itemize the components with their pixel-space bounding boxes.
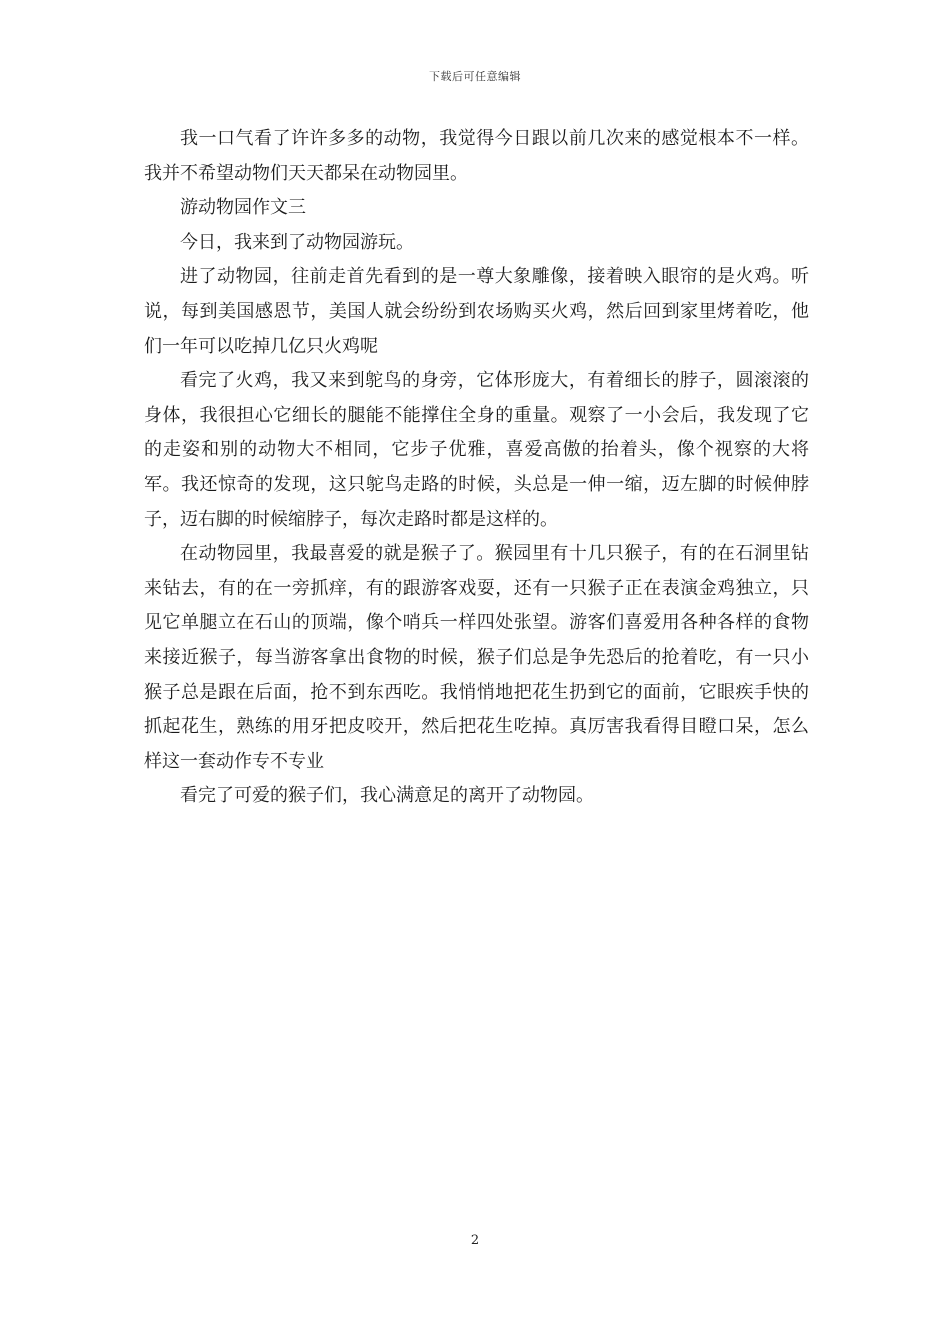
paragraph: 进了动物园，往前走首先看到的是一尊大象雕像，接着映入眼帘的是火鸡。听说，每到美国感恩节，美国人就会纷纷到农场购买火鸡，然后回到家里烤着吃，他们一年可以吃掉几亿只火鸡呢 [144, 266, 809, 357]
paragraph: 我一口气看了许许多多的动物，我觉得今日跟以前几次来的感觉根本不一样。我并不希望动物们天天都呆在动物园里。 [144, 128, 809, 184]
paragraph: 看完了火鸡，我又来到鸵鸟的身旁，它体形庞大，有着细长的脖子，圆滚滚的身体，我很担心它细长的腿能不能撑住全身的重量。观察了一小会后，我发现了它的走姿和别的动物大不相同，它步子优雅，喜爱高傲的抬着头，像个视察的大将军。我还惊奇的发现，这只鸵鸟走路的时候，头总是一伸一缩，迈左脚的时候伸脖子，迈右脚的时候缩脖子，每次走路时都是这样的。 [144, 370, 809, 530]
paragraph: 今日，我来到了动物园游玩。 [180, 231, 414, 253]
page-header-note: 下载后可任意编辑 [429, 70, 521, 83]
page-number: 2 [470, 1233, 480, 1248]
paragraph: 看完了可爱的猴子们，我心满意足的离开了动物园。 [180, 785, 594, 807]
paragraph: 在动物园里，我最喜爱的就是猴子了。猴园里有十几只猴子，有的在石洞里钻来钻去，有的在一旁抓痒，有的跟游客戏耍，还有一只猴子正在表演金鸡独立，只见它单腿立在石山的顶端，像个哨兵一样四处张望。游客们喜爱用各种各样的食物来接近猴子，每当游客拿出食物的时候，猴子们总是争先恐后的抢着吃，有一只小猴子总是跟在后面，抢不到东西吃。我悄悄地把花生扔到它的面前，它眼疾手快的抓起花生，熟练的用牙把皮咬开，然后把花生吃掉。真厉害我看得目瞪口呆，怎么样这一套动作专不专业 [144, 543, 809, 772]
essay-title: 游动物园作文三 [180, 197, 306, 219]
document-body [144, 122, 809, 814]
